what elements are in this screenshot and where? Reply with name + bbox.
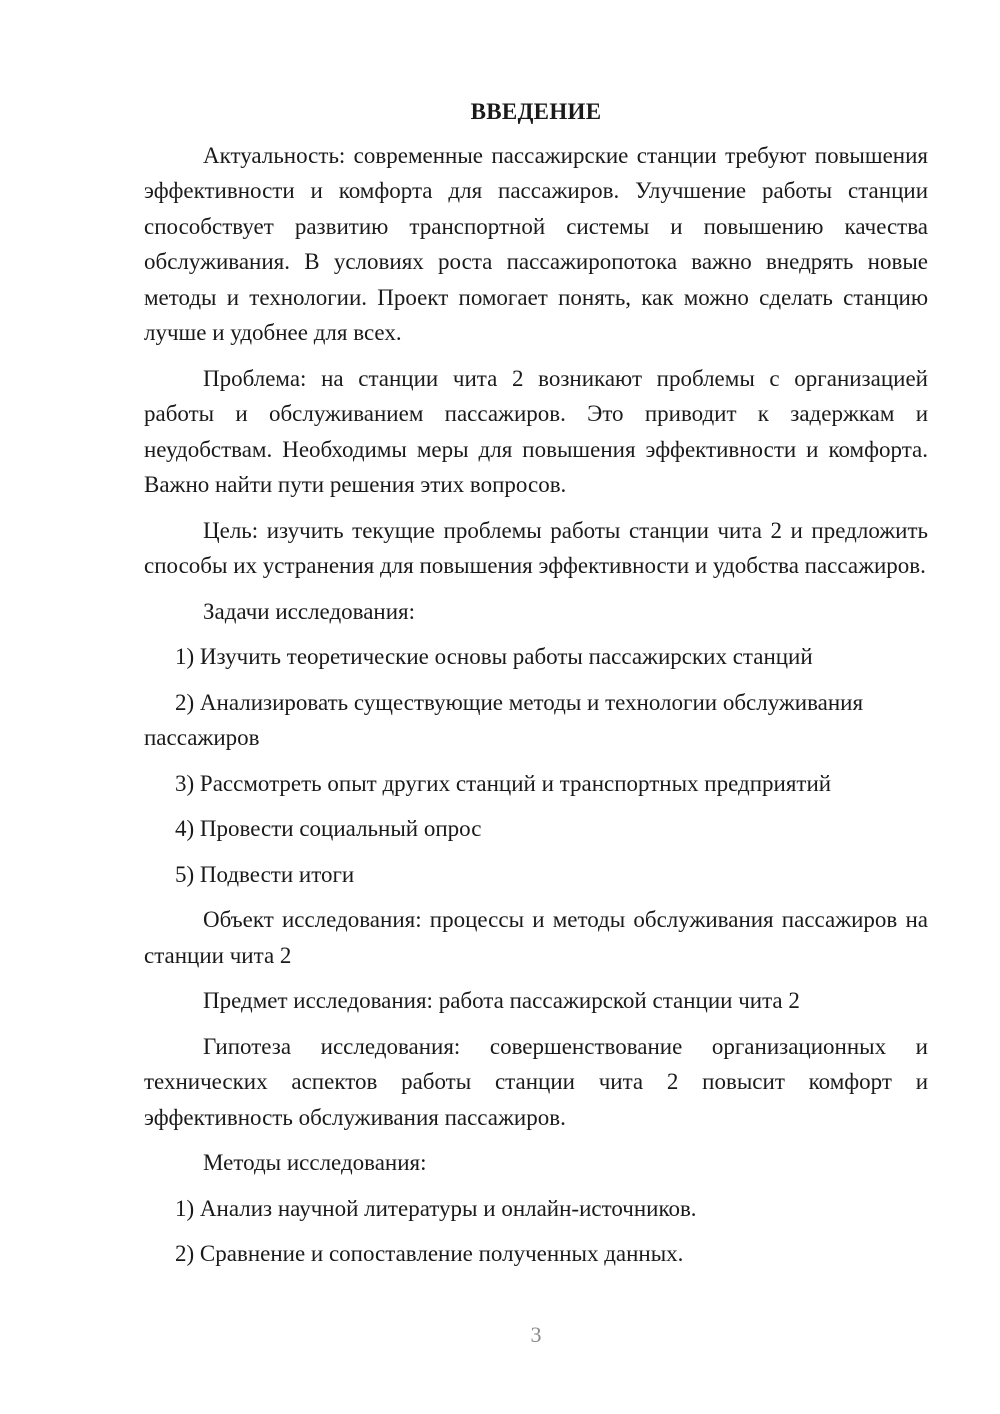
subject-paragraph: Предмет исследования: работа пассажирской станции чита 2 <box>203 988 800 1013</box>
task-item: 5) Подвести итоги <box>175 861 355 887</box>
section-title: ВВЕДЕНИЕ <box>470 99 602 124</box>
goal-paragraph: Цель: изучить текущие проблемы работы станции чита 2 и предложить способы их устранения для повышения эффективности и удобства пассажиров. <box>144 517 928 578</box>
method-item: 2) Сравнение и сопоставление полученных данных. <box>175 1241 684 1266</box>
task-item: 3) Рассмотреть опыт других станций и транспортных предприятий <box>175 770 832 796</box>
method-item: 1) Анализ научной литературы и онлайн-источников. <box>175 1195 697 1221</box>
page-content <box>144 94 928 1282</box>
hypothesis-paragraph: Гипотеза исследования: совершенствование организационных и технических аспектов работы станции чита 2 повысит комфорт и эффективность обслуживания пассажиров. <box>144 1033 928 1130</box>
page-number: 3 <box>530 1322 542 1347</box>
task-item: 1) Изучить теоретические основы работы пассажирских станций <box>175 644 813 669</box>
task-item: 2) Анализировать существующие методы и технологии обслуживания пассажиров <box>144 689 864 750</box>
task-item: 4) Провести социальный опрос <box>175 816 482 841</box>
relevance-paragraph: Актуальность: современные пассажирские станции требуют повышения эффективности и комфорта для пассажиров. Улучшение работы станции способствует развитию транспортной системы и повышению качества обслуживания. В условиях роста пассажиропотока важно внедрять новые методы и технологии. Проект помогает понять, как можно сделать станцию лучше и удобнее для всех. <box>144 142 928 345</box>
tasks-heading: Задачи исследования: <box>203 598 416 624</box>
object-paragraph: Объект исследования: процессы и методы обслуживания пассажиров на станции чита 2 <box>144 907 928 968</box>
problem-paragraph: Проблема: на станции чита 2 возникают проблемы с организацией работы и обслуживанием пассажиров. Это приводит к задержкам и неудобствам. Необходимы меры для повышения эффективности и комфорта. Важно найти пути решения этих вопросов. <box>144 365 928 497</box>
methods-heading: Методы исследования: <box>203 1150 427 1175</box>
